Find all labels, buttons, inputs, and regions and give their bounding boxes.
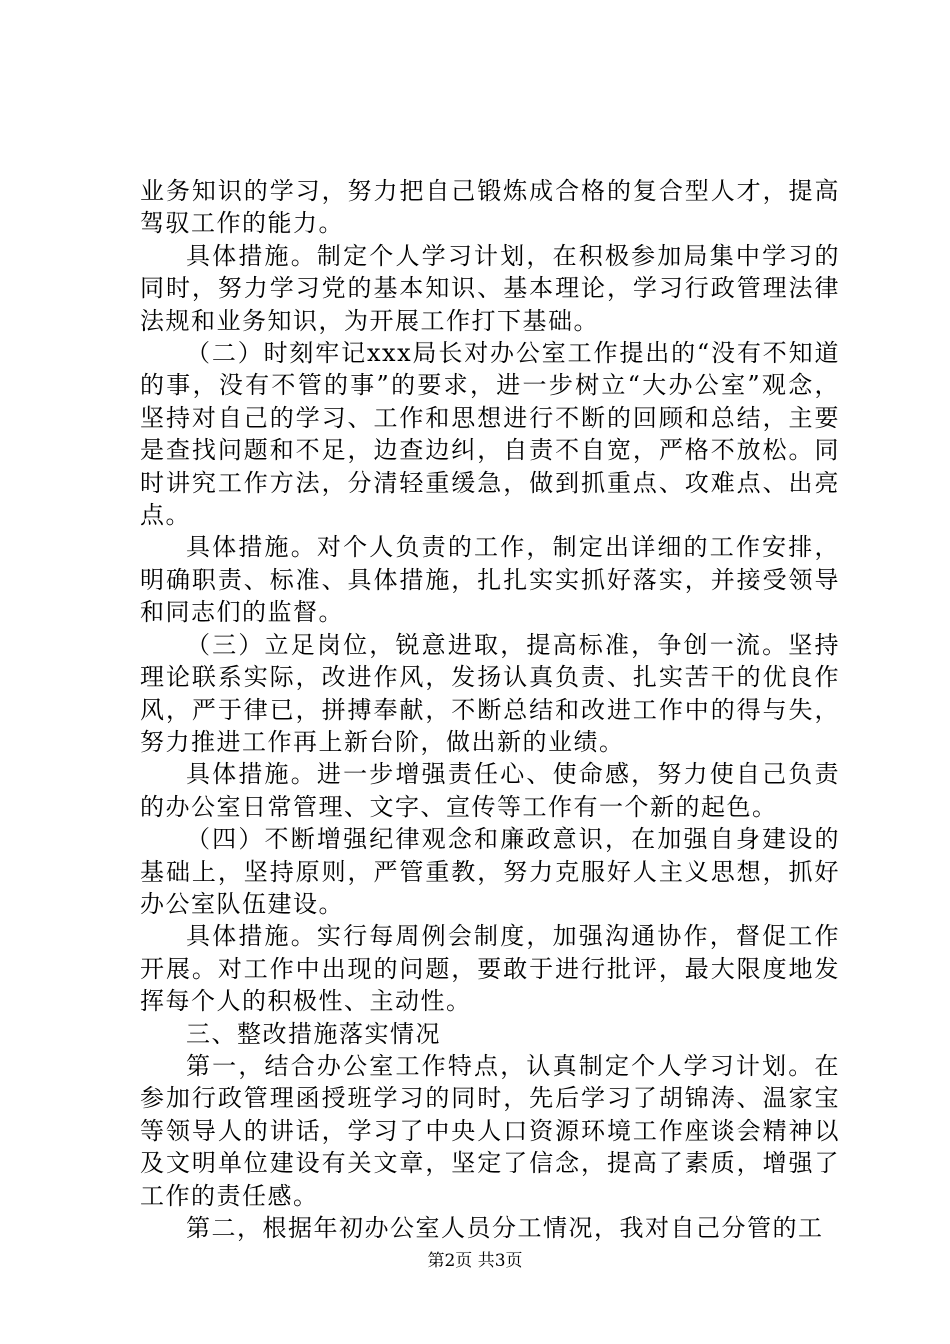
paragraph-4: 具体措施。对个人负责的工作，制定出详细的工作安排，明确职责、标准、具体措施，扎扎实实抓好落实，并接受领导和同志们的监督。 [140, 533, 840, 627]
paragraph-2: 具体措施。制定个人学习计划，在积极参加局集中学习的同时，努力学习党的基本知识、基本理论，学习行政管理法律法规和业务知识，为开展工作打下基础。 [140, 241, 840, 335]
section-heading: 三、整改措施落实情况 [186, 1019, 441, 1048]
paragraph-6: 具体措施。进一步增强责任心、使命感，努力使自己负责的办公室日常管理、文字、宣传等工作有一个新的起色。 [140, 760, 840, 821]
paragraph-3: （二）时刻牢记xxx局长对办公室工作提出的“没有不知道的事，没有不管的事”的要求，进一步树立“大办公室”观念，坚持对自己的学习、工作和思想进行不断的回顾和总结，主要是查找问题和不足，边查边纠，自责不自宽，严格不放松。同时讲究工作方法，分清轻重缓急，做到抓重点、攻难点、出亮点。 [140, 339, 840, 530]
paragraph-5: （三）立足岗位，锐意进取，提高标准，争创一流。坚持理论联系实际，改进作风，发扬认真负责、扎实苦干的优良作风，严于律已，拼搏奉献，不断总结和改进工作中的得与失，努力推进工作再上新台阶，做出新的业绩。 [140, 630, 840, 756]
paragraph-7: （四）不断增强纪律观念和廉政意识，在加强自身建设的基础上，坚持原则，严管重教，努力克服好人主义思想，抓好办公室队伍建设。 [140, 825, 840, 918]
page-number-footer: 第2页 共3页 [427, 1251, 523, 1271]
paragraph-1: 业务知识的学习，努力把自己锻炼成合格的复合型人才，提高驾驭工作的能力。 [140, 177, 840, 238]
paragraph-8: 具体措施。实行每周例会制度，加强沟通协作，督促工作开展。对工作中出现的问题，要敢于进行批评，最大限度地发挥每个人的积极性、主动性。 [140, 922, 840, 1016]
document-body [140, 175, 840, 1244]
paragraph-11: 第二，根据年初办公室人员分工情况，我对自己分管的工 [186, 1214, 824, 1242]
paragraph-10: 第一，结合办公室工作特点，认真制定个人学习计划。在参加行政管理函授班学习的同时，先后学习了胡锦涛、温家宝等领导人的讲话，学习了中央人口资源环境工作座谈会精神以及文明单位建设有关文章，坚定了信念，提高了素质，增强了工作的责任感。 [140, 1051, 840, 1210]
